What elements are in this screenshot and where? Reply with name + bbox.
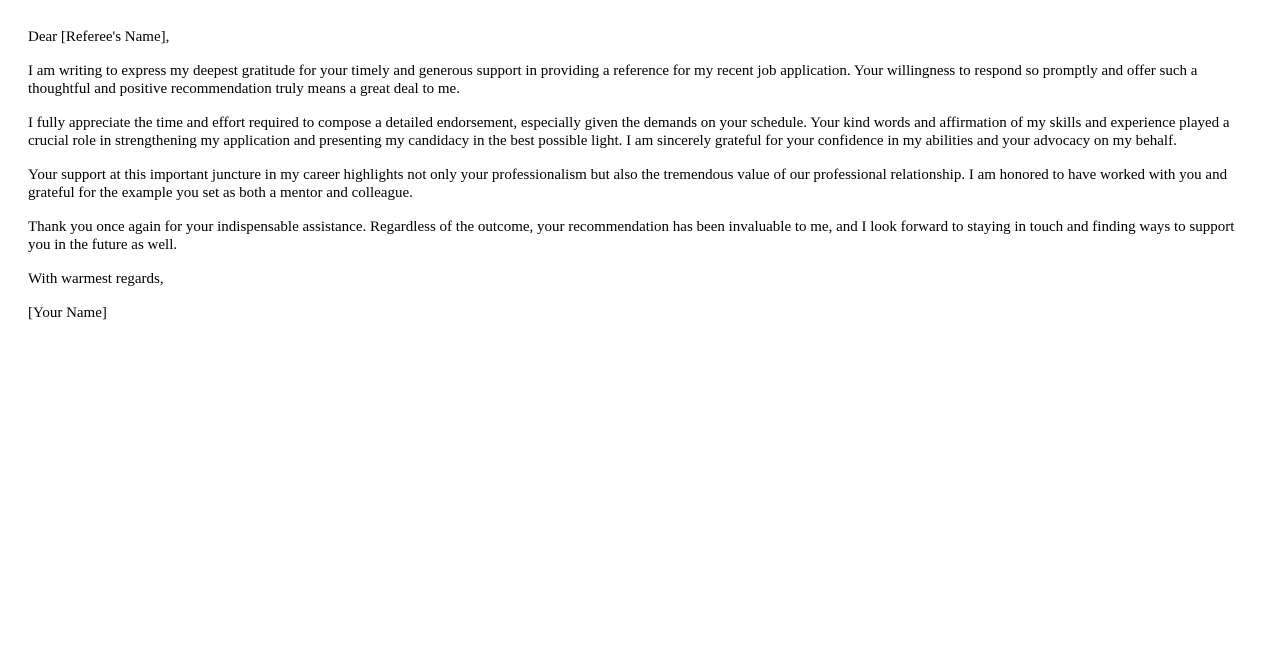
closing: With warmest regards, — [28, 271, 164, 287]
paragraph-appreciation: I fully appreciate the time and effort required to compose a detailed endorsement, especially given the demands on your schedule. Your kind words and affirmation of my skills and experience played a crucial role in strengthening my application and presenting my candidacy in the best possible light. I am sincerely grateful for your confidence in my abilities and your advocacy on my behalf. — [28, 115, 1230, 149]
letter-body — [28, 28, 1250, 338]
paragraph-thanks: Thank you once again for your indispensable assistance. Regardless of the outcome, your recommendation has been invaluable to me, and I look forward to staying in touch and finding ways to support you in the future as well. — [28, 219, 1235, 253]
paragraph-gratitude: I am writing to express my deepest gratitude for your timely and generous support in providing a reference for my recent job application. Your willingness to respond so promptly and offer such a thoughtful and positive recommendation truly means a great deal to me. — [28, 63, 1198, 97]
signature: [Your Name] — [28, 305, 107, 321]
paragraph-relationship: Your support at this important juncture in my career highlights not only your professionalism but also the tremendous value of our professional relationship. I am honored to have worked with you and grateful for the example you set as both a mentor and colleague. — [28, 167, 1228, 201]
salutation: Dear [Referee's Name], — [28, 29, 170, 45]
